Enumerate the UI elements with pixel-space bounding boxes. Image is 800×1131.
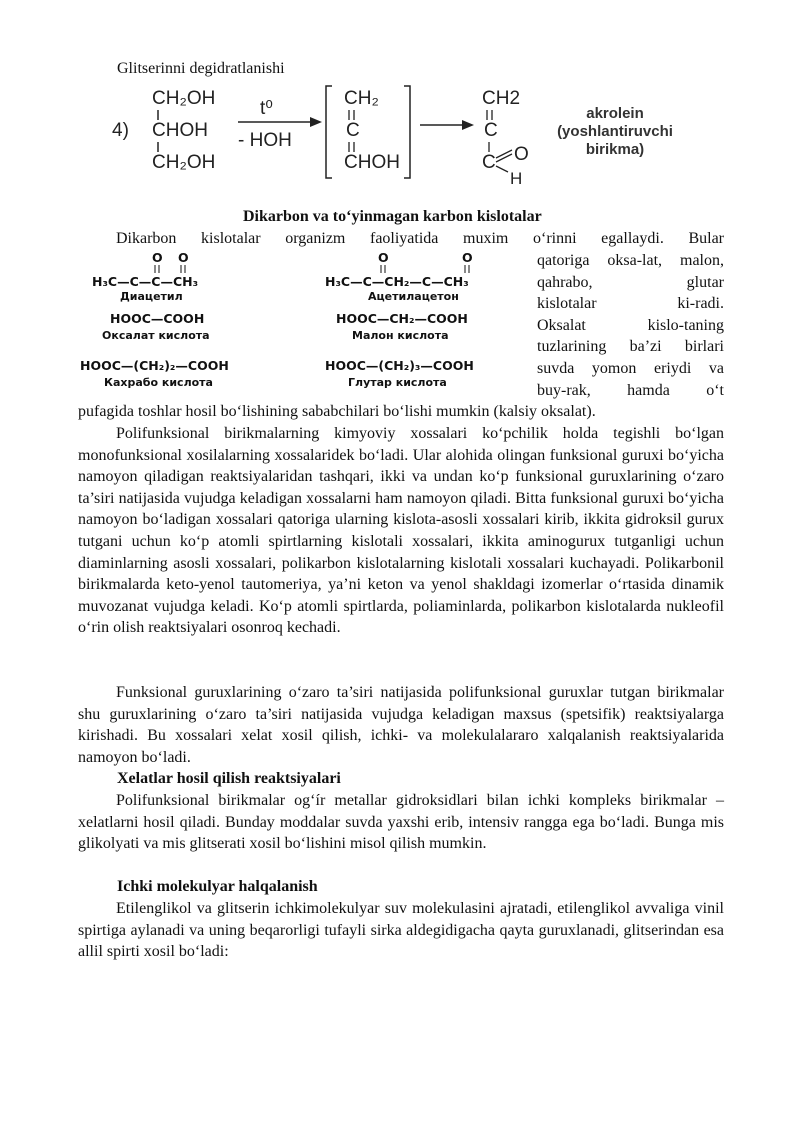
name-malonic: Малон кислота — [352, 329, 449, 342]
intermediate-c1: CH₂ — [344, 88, 379, 109]
glycerol-c2: CHOH — [152, 120, 208, 141]
svg-text:O: O — [178, 250, 189, 265]
formula-acetylacetone: H₃C—C—CH₂—C—CH₃ — [325, 274, 469, 289]
section1-right-line-7: buy-rak, hamda o‘t — [537, 381, 724, 399]
name-succinic: Кахрабо кислота — [104, 376, 213, 389]
formula-malonic: HOOC—CH₂—COOH — [336, 311, 468, 326]
step-number: 4) — [112, 120, 129, 141]
section-title-intramolecular: Ichki molekulyar halqalanish — [117, 878, 318, 895]
section1-right-line-3: kislotalar ki-radi. — [537, 295, 724, 313]
section1-right-line-4: Oksalat kislo-taning — [537, 316, 724, 334]
svg-text:O: O — [462, 250, 473, 265]
section1-right-line-1: qatoriga oksa-lat, malon, — [537, 252, 724, 269]
svg-text:O: O — [378, 250, 389, 265]
section1-right-line-5: tuzlarining ba’zi birlari — [537, 338, 724, 356]
paragraph-polyfunctional-properties: Polifunksional birikmalarning kimyoviy xossalari ko‘pchilik holda tegishli bo‘lgan monofunksional xosilalarning xossalaridek bo‘ladi. Ular alohida olingan funksional guruxi bo‘yicha namoyon qiladigan reaktsiyalaridan tashqari, ikki va undan ko‘p funksional guruxlarining o‘zaro ta’siri natijasida vujudga keladigan xossalarni ham namoyon qiladi. Bitta funksional guruxi bo‘yicha namoyon bo‘ladigan xossalari qatoriga ularning kislota-asosli xossalari kirib, ikkita gidroksil gurux tutgani uchun ko‘p atomli spirtlarning kislotali xossalari, ikkita aminogurux tutganligi uchun diaminlarning asosli xossalari, polikarbon kislotalarning kislotali xossalari kuchayadi. Polikarbonil birikmalarda keto-yenol tautomeriya, ya’ni keton va yenol shakldagi izomerlar o‘rtasida dinamik muvozanat vujudga keladi. Ko‘p atomli spirtlarda, poliaminlarda, polikarbon kislotalarda nukleofil o‘rin olish reaktsiyalari osonroq kechadi. — [78, 425, 724, 637]
formula-diacetyl: H₃C—C—C—CH₃ — [92, 274, 199, 289]
section1-last-line: pufagida toshlar hosil bo‘lishining sababchilari bo‘lishi mumkin (kalsiy oksalat). — [78, 403, 596, 420]
dicarboxylic-formulas — [80, 250, 530, 395]
intro-line: Glitserinni degidratlanishi — [117, 60, 285, 77]
glycerol-c3: CH₂OH — [152, 152, 216, 173]
product-oxygen: O — [514, 144, 529, 165]
intermediate-c3: CHOH — [344, 152, 400, 173]
product-c3: C — [482, 152, 496, 173]
formula-glutaric: HOOC—(CH₂)₃—COOH — [325, 358, 474, 373]
glycerol-dehydration-scheme — [110, 80, 690, 190]
product-c2: C — [484, 120, 498, 141]
product-name-2: (yoshlantiruvchi — [557, 123, 673, 140]
svg-text:O: O — [152, 250, 163, 265]
name-diacetyl: Диацетил — [120, 290, 183, 303]
paragraph-chelates: Polifunksional birikmalar og‘ír metallar gidroksidlari bilan ichki kompleks birikmalar – xelatlarni hosil qiladi. Bunday moddalar suvda yaxshi erib, intensiv rangga ega bo‘ladi. Bunga mis glikolyati va mis glitserati xosil bo‘lishini misol qilish mumkin. — [78, 792, 724, 853]
arrow-condition-bottom: - HOH — [238, 130, 292, 151]
name-glutaric: Глутар кислота — [348, 376, 447, 389]
product-name-3: birikma) — [585, 141, 645, 158]
section1-first-line: Dikarbon kislotalar organizm faoliyatida muxim o‘rinni egallaydi. Bular — [116, 230, 724, 247]
name-oxalic: Оксалат кислота — [102, 329, 210, 342]
paragraph-intramolecular: Etilenglikol va glitserin ichkimolekulyar suv molekulasini ajratadi, etilenglikol avvaliga vinil spirtiga aylanadi va uning beqarorligi tufayli sirka aldegidigacha qayta guruxlanadi, glitserindan esa allil spirti xosil bo‘ladi: — [78, 900, 724, 961]
formula-oxalic: HOOC—COOH — [110, 311, 205, 326]
section-title-chelates: Xelatlar hosil qilish reaktsiyalari — [117, 770, 341, 787]
name-acetylacetone: Ацетилацетон — [368, 290, 459, 303]
product-c1: CH2 — [482, 88, 521, 109]
section-title-dicarbon: Dikarbon va to‘yinmagan karbon kislotalar — [243, 208, 542, 225]
arrow-condition-top: t⁰ — [260, 98, 273, 119]
intermediate-c2: C — [346, 120, 360, 141]
paragraph-specific-reactions: Funksional guruxlarining o‘zaro ta’siri natijasida polifunksional guruxlar tutgan birikmalar shu guruxlarining o‘zaro ta’siri natijasida vujudga keladigan maxsus (spetsifik) reaktsiyalarga kirishadi. Bu xossalari xelat xosil qilish, ichki- va molekulalararo xalqalanish reaktsiyalarida namoyon bo‘ladi. — [78, 684, 724, 766]
section1-right-line-6: suvda yomon eriydi va — [537, 360, 724, 377]
section1-right-line-2: qahrabo, glutar — [537, 273, 724, 291]
product-name-1: akrolein — [586, 105, 644, 122]
glycerol-c1: CH₂OH — [152, 88, 216, 109]
formula-succinic: HOOC—(CH₂)₂—COOH — [80, 358, 229, 373]
product-hydrogen: H — [510, 169, 523, 188]
